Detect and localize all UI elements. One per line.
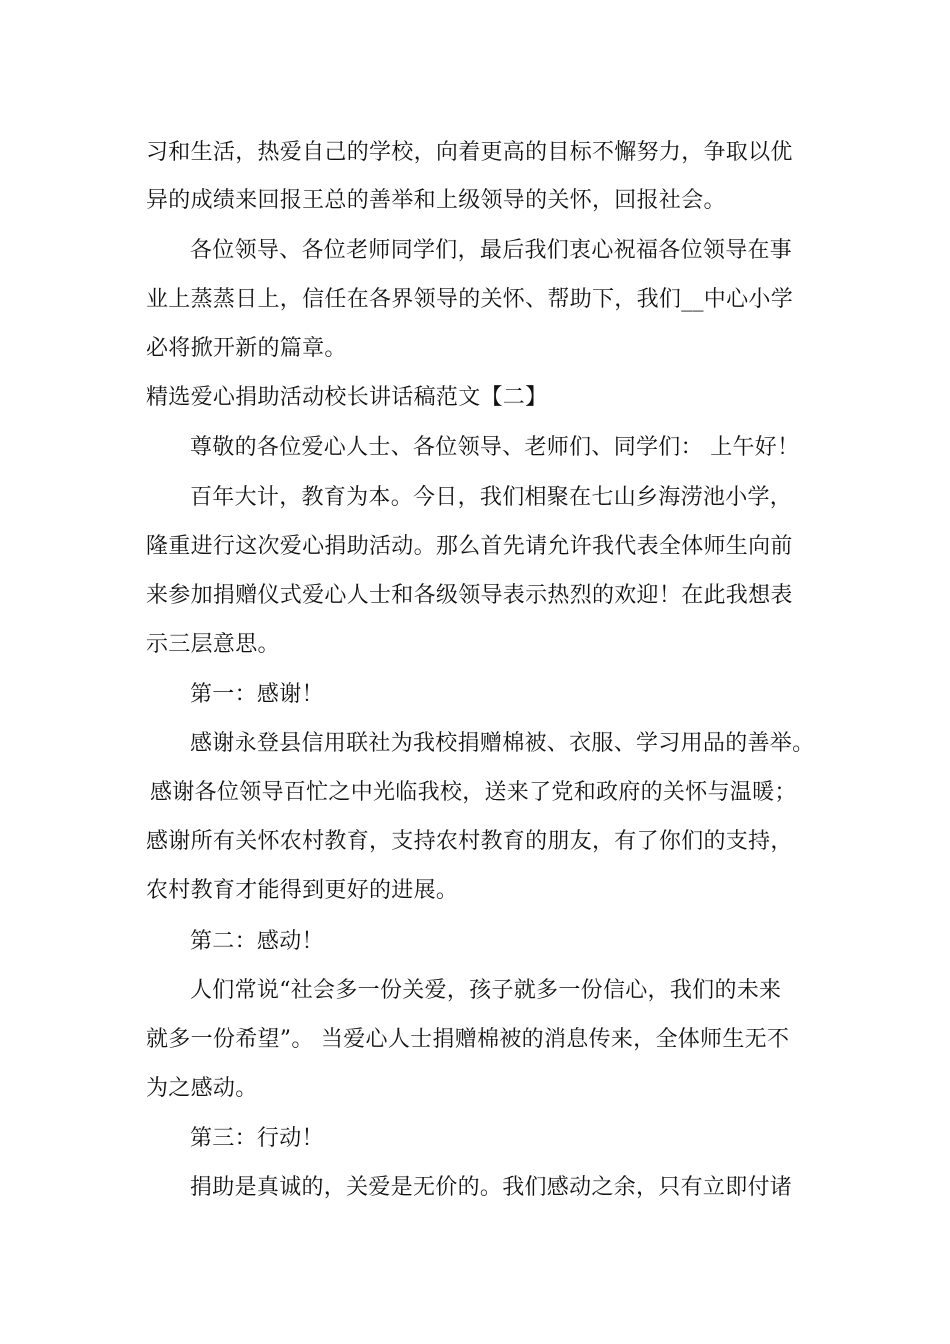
section-heading: 精选爱心捐助活动校长讲话稿范文【二】: [146, 385, 548, 410]
body-line: 必将掀开新的篇章。: [146, 336, 347, 361]
paragraph-first-line: 各位领导、各位老师同学们，最后我们衷心祝福各位领导在事: [190, 238, 793, 263]
body-line: 感谢各位领导百忙之中光临我校，送来了党和政府的关怀与温暖；: [150, 780, 797, 805]
body-line: 异的成绩来回报王总的善举和上级领导的关怀，回报社会。: [146, 188, 726, 213]
body-line: 业上蒸蒸日上，信任在各界领导的关怀、帮助下，我们__中心小学: [146, 287, 794, 312]
salutation-line: 尊敬的各位爱心人士、各位领导、老师们、同学们： 上午好！: [190, 435, 800, 460]
body-line: 隆重进行这次爱心捐助活动。那么首先请允许我代表全体师生向前: [146, 534, 793, 559]
paragraph-first-line: 捐助是真诚的，关爱是无价的。我们感动之余，只有立即付诸: [190, 1175, 793, 1200]
point-heading: 第一：感谢！: [190, 682, 324, 707]
body-line: 为之感动。: [146, 1076, 258, 1101]
paragraph-first-line: 感谢永登县信用联社为我校捐赠棉被、衣服、学习用品的善举。: [190, 731, 815, 756]
body-line: 感谢所有关怀农村教育，支持农村教育的朋友，有了你们的支持，: [146, 829, 793, 854]
point-heading: 第三：行动！: [190, 1126, 324, 1151]
body-line: 来参加捐赠仪式爱心人士和各级领导表示热烈的欢迎！在此我想表: [146, 583, 793, 608]
paragraph-first-line: 百年大计，教育为本。今日，我们相聚在七山乡海涝池小学，: [190, 485, 793, 510]
body-line: 就多一份希望”。 当爱心人士捐赠棉被的消息传来，全体师生无不: [146, 1027, 790, 1052]
body-line: 习和生活，热爱自己的学校，向着更高的目标不懈努力，争取以优: [146, 140, 793, 165]
paragraph-first-line: 人们常说“社会多一份关爱，孩子就多一份信心，我们的未来: [190, 978, 782, 1003]
body-line: 示三层意思。: [146, 632, 280, 657]
body-line: 农村教育才能得到更好的进展。: [146, 878, 459, 903]
point-heading: 第二：感动！: [190, 929, 324, 954]
